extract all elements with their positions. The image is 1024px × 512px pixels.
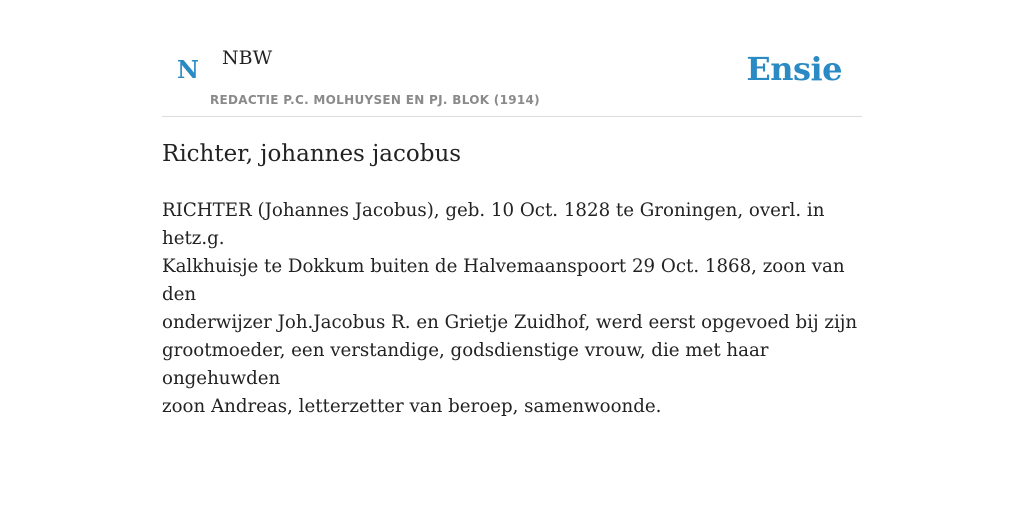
header [162, 0, 862, 117]
source-logo-letter[interactable]: N [177, 55, 199, 84]
article-line: RICHTER (Johannes Jacobus), geb. 10 Oct. 1828 te Groningen, overl. in hetz.g. [162, 200, 825, 249]
article-line: onderwijzer Joh.Jacobus R. en Grietje Zuidhof, werd eerst opgevoed bij zijn [162, 312, 858, 333]
source-subtitle: REDACTIE P.C. MOLHUYSEN EN PJ. BLOK (1914) [210, 93, 540, 107]
brand-logo[interactable]: Ensie [746, 50, 842, 88]
source-title[interactable]: NBW [222, 47, 273, 69]
article [162, 136, 862, 421]
article-body [162, 197, 862, 421]
article-line: grootmoeder, een verstandige, godsdienstige vrouw, die met haar ongehuwden [162, 340, 769, 389]
article-title: Richter, johannes jacobus [162, 141, 462, 167]
article-line: Kalkhuisje te Dokkum buiten de Halvemaanspoort 29 Oct. 1868, zoon van den [162, 256, 845, 305]
article-line: zoon Andreas, letterzetter van beroep, samenwoonde. [162, 396, 662, 417]
